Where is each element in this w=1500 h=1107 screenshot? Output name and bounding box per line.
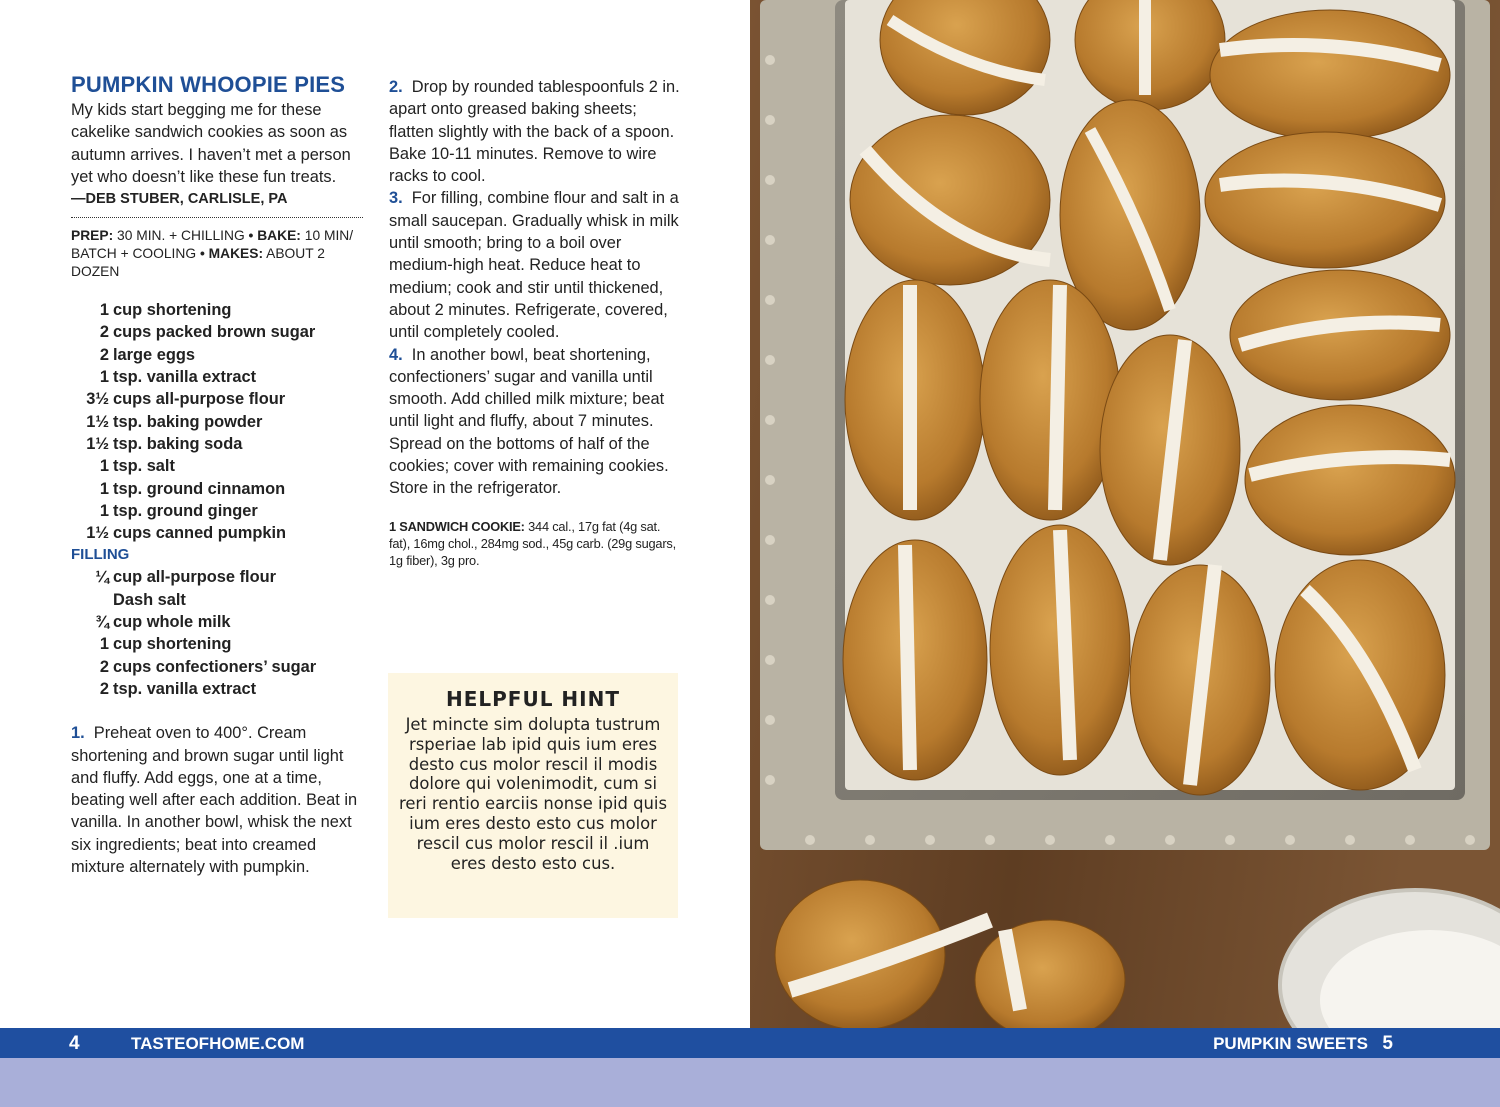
ingredient-qty: 2 bbox=[99, 323, 109, 342]
ingredient-text: tsp. vanilla extract bbox=[113, 679, 257, 698]
ingredient-text: tsp. ground ginger bbox=[113, 501, 258, 520]
ingredient-row bbox=[71, 299, 363, 321]
step-text: For filling, combine flour and salt in a small saucepan. Gradually whisk in milk until smooth; bring to a boil over medium-high heat. Reduce heat to medium; cook and stir until thickened, about 2 minutes. Refrigerate, covered, until completely cooled. bbox=[389, 189, 679, 342]
recipe-title: PUMPKIN WHOOPIE PIES bbox=[71, 72, 346, 97]
ingredient-qty: 1½ bbox=[86, 434, 109, 453]
ingredient-qty: 1 bbox=[99, 368, 109, 387]
ingredient-row bbox=[71, 433, 363, 455]
meta-bullet: • bbox=[248, 228, 254, 244]
ingredient-text: cups confectioners’ sugar bbox=[113, 657, 317, 676]
filling-row bbox=[71, 566, 363, 588]
bake-label: BAKE: bbox=[257, 228, 301, 244]
ingredient-qty: 2 bbox=[99, 345, 109, 364]
step-text: In another bowl, beat shortening, confectioners’ sugar and vanilla until smooth. Add chilled milk mixture; beat until light and fluffy, about 7 minutes. Spread on the bottoms of half of the cookies; cover with remaining cookies. Store in the refrigerator. bbox=[389, 345, 669, 498]
ingredient-text: tsp. ground cinnamon bbox=[113, 479, 286, 498]
right-page-number: 5 bbox=[1382, 1033, 1393, 1054]
ingredient-text: cup all-purpose flour bbox=[113, 568, 277, 587]
ingredient-text: large eggs bbox=[113, 345, 195, 364]
nutrition-info bbox=[389, 518, 681, 569]
ingredient-qty: ¾ bbox=[95, 613, 109, 632]
step-number: 2. bbox=[389, 78, 403, 96]
ingredient-row bbox=[71, 388, 363, 410]
ingredient-text: Dash salt bbox=[113, 590, 186, 609]
ingredient-text: cups canned pumpkin bbox=[113, 524, 287, 543]
makes-amount: ABOUT 2 DOZEN bbox=[71, 246, 325, 280]
ingredient-qty: 1 bbox=[99, 501, 109, 520]
ingredient-text: cups all-purpose flour bbox=[113, 390, 286, 409]
ingredient-qty: 2 bbox=[99, 657, 109, 676]
footer-bar bbox=[0, 1028, 1500, 1058]
ingredient-qty: 1 bbox=[99, 301, 109, 320]
left-page-number: 4 bbox=[69, 1033, 80, 1054]
ingredient-row bbox=[71, 344, 363, 366]
hint-body: Jet mincte sim dolupta tustrum rsperiae lab ipid quis ium eres desto cus molor rescil il modis dolore qui volenimodit, cum si reri rentio earciis nonse ipid quis ium eres desto esto cus molor rescil cus molor rescil il .ium eres desto esto cus. bbox=[398, 715, 668, 873]
ingredient-text: cup shortening bbox=[113, 635, 232, 654]
ingredient-row bbox=[71, 522, 363, 544]
ingredient-qty: 1 bbox=[99, 479, 109, 498]
ingredient-qty: ¼ bbox=[95, 568, 109, 587]
recipe-intro: My kids start begging me for these cakelike sandwich cookies as soon as autumn arrives. I haven’t met a person yet who doesn’t like these fun treats. bbox=[71, 101, 351, 186]
filling-row bbox=[71, 678, 363, 700]
left-page bbox=[0, 0, 750, 1028]
photo-illustration bbox=[750, 0, 1500, 1028]
meta-bullet: • bbox=[199, 246, 205, 262]
filling-row bbox=[71, 611, 363, 633]
step-text: Drop by rounded tablespoonfuls 2 in. apart onto greased baking sheets; flatten slightly with the back of a spoon. Bake 10-11 minutes. Remove to wire racks to cool. bbox=[389, 78, 680, 186]
helpful-hint-box bbox=[388, 673, 678, 918]
ingredient-row bbox=[71, 321, 363, 343]
step-2 bbox=[389, 76, 681, 187]
recipe-column-left bbox=[71, 72, 363, 878]
nutrition-label: 1 SANDWICH COOKIE: bbox=[389, 518, 525, 534]
recipe-meta bbox=[71, 227, 363, 281]
step-1 bbox=[71, 722, 363, 878]
nutrition-text: 344 cal., 17g fat (4g sat. fat), 16mg chol., 284mg sod., 45g carb. (29g sugars, 1g fiber), 3g pro. bbox=[389, 518, 676, 568]
whoopie-pies-photo bbox=[750, 0, 1500, 1028]
ingredient-row bbox=[71, 411, 363, 433]
ingredient-text: cups packed brown sugar bbox=[113, 323, 316, 342]
ingredient-text: tsp. vanilla extract bbox=[113, 368, 257, 387]
ingredient-qty: 2 bbox=[99, 679, 109, 698]
filling-row bbox=[71, 589, 363, 611]
ingredient-qty: 1 bbox=[99, 635, 109, 654]
step-3 bbox=[389, 187, 681, 343]
prep-time: 30 MIN. + CHILLING bbox=[117, 228, 245, 244]
bake-time: 10 MIN/ BATCH + COOLING bbox=[71, 228, 354, 262]
step-text: Preheat oven to 400°. Cream shortening and brown sugar until light and fluffy. Add eggs, one at a time, beating well after each addition. Beat in vanilla. In another bowl, whisk the next six ingredients; beat into creamed mixture alternately with pumpkin. bbox=[71, 724, 358, 877]
step-4 bbox=[389, 344, 681, 500]
recipe-column-right bbox=[389, 76, 681, 569]
footer-site-name: TASTEOFHOME.COM bbox=[131, 1034, 305, 1053]
ingredient-row bbox=[71, 366, 363, 388]
filling-heading: FILLING bbox=[71, 546, 130, 564]
prep-label: PREP: bbox=[71, 228, 114, 244]
ingredient-qty: 3½ bbox=[86, 390, 109, 409]
filling-row bbox=[71, 656, 363, 678]
ingredient-row bbox=[71, 500, 363, 522]
ingredient-qty: 1½ bbox=[86, 412, 109, 431]
ingredient-text: tsp. baking soda bbox=[113, 434, 243, 453]
recipe-byline: —DEB STUBER, CARLISLE, PA bbox=[71, 191, 288, 208]
ingredient-text: cup whole milk bbox=[113, 613, 231, 632]
filling-row bbox=[71, 633, 363, 655]
footer-section-name: PUMPKIN SWEETS bbox=[1213, 1034, 1368, 1053]
ingredient-text: tsp. salt bbox=[113, 457, 175, 476]
hint-title: HELPFUL HINT bbox=[446, 687, 620, 711]
ingredient-qty bbox=[71, 589, 109, 611]
bottom-band bbox=[0, 1058, 1500, 1107]
step-number: 3. bbox=[389, 189, 403, 208]
makes-label: MAKES: bbox=[208, 246, 264, 262]
ingredient-qty: 1½ bbox=[86, 524, 109, 543]
ingredient-row bbox=[71, 455, 363, 477]
ingredient-text: cup shortening bbox=[113, 301, 232, 320]
step-number: 1. bbox=[71, 724, 85, 743]
ingredient-qty: 1 bbox=[99, 457, 109, 476]
ingredient-row bbox=[71, 478, 363, 500]
ingredient-list bbox=[71, 299, 363, 700]
ingredient-text: tsp. baking powder bbox=[113, 412, 263, 431]
step-number: 4. bbox=[389, 345, 403, 364]
divider bbox=[71, 217, 363, 218]
